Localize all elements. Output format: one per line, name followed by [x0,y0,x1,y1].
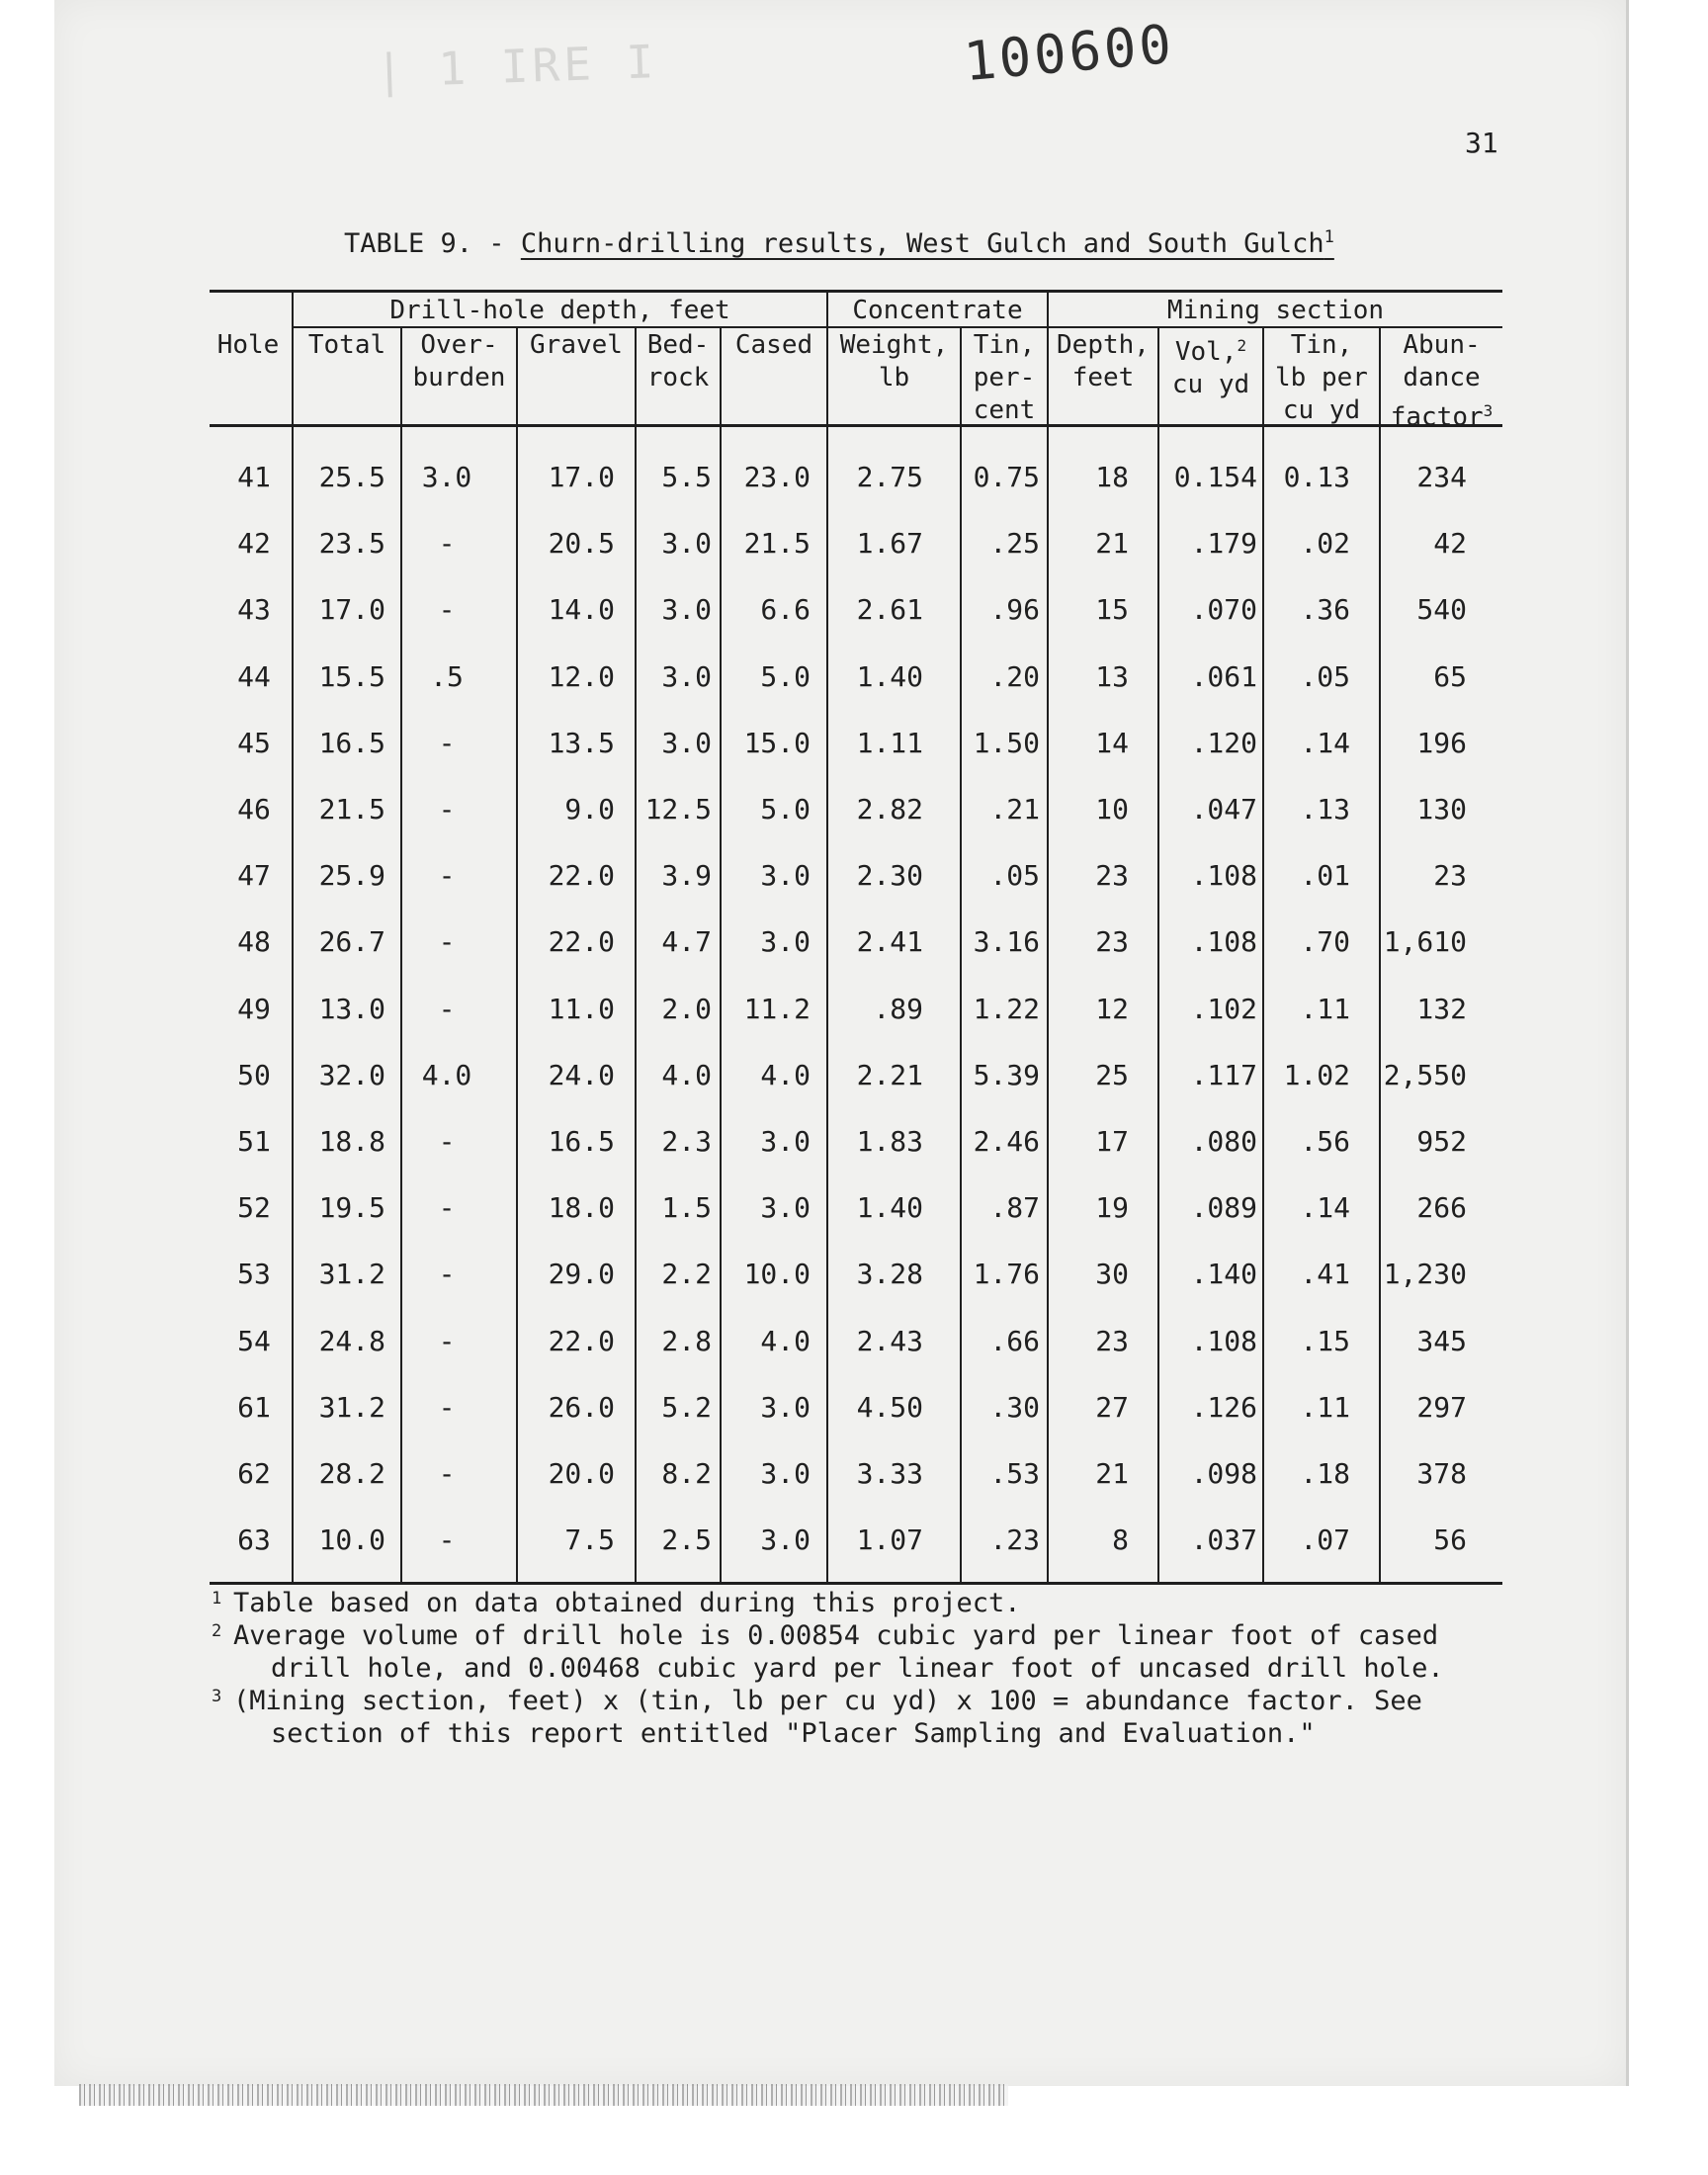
cell-weight: 1.83 [856,1125,923,1158]
cell-gravel: 14.0 [548,593,615,627]
cell-cased: 5.0 [760,659,811,693]
cell-hole: 53 [237,1258,271,1291]
table-row [210,1439,1502,1506]
cell-cased: 15.0 [743,726,811,759]
cell-overburden: - [438,1324,456,1357]
header-total: Total [307,330,386,360]
cell-cased: 3.0 [760,1523,811,1557]
cell-depth: 23 [1095,859,1129,893]
table-row [210,1506,1502,1572]
cell-overburden: - [438,1457,456,1490]
cell-vol: 0.154 [1173,461,1257,493]
cell-bedrock: 4.0 [661,1058,712,1091]
cell-tin-percent: 1.22 [973,992,1040,1025]
table-row [210,975,1502,1041]
cell-tin-percent: .05 [989,859,1040,893]
cell-depth: 13 [1095,659,1129,693]
page-number: 31 [1465,127,1498,159]
cell-tin-lb: 0.13 [1283,461,1350,493]
cell-weight: 1.07 [856,1523,923,1557]
cell-abundance: 297 [1416,1390,1467,1424]
cell-cased: 3.0 [760,925,811,959]
cell-vol: .108 [1190,859,1257,893]
cell-overburden: - [438,1390,456,1424]
cell-bedrock: 5.5 [661,461,712,493]
cell-total: 23.5 [318,527,385,561]
cell-tin-lb: .14 [1300,726,1350,759]
table-title-text: Churn-drilling results, West Gulch and South Gulch [520,228,1324,259]
cell-depth: 23 [1095,925,1129,959]
cell-depth: 21 [1095,527,1129,561]
header-bedrock: Bed- rock [646,330,710,392]
cell-bedrock: 3.0 [661,659,712,693]
cell-bedrock: 2.0 [661,992,712,1025]
cell-tin-percent: .23 [989,1523,1040,1557]
cell-hole: 44 [237,659,271,693]
cell-abundance: 65 [1433,659,1467,693]
cell-bedrock: 1.5 [661,1191,712,1225]
cell-bedrock: 3.9 [661,859,712,893]
cell-hole: 61 [237,1390,271,1424]
cell-abundance: 1,230 [1383,1258,1467,1291]
footnote-2 [212,1619,1496,1685]
table-bottom-rule [210,1582,1502,1585]
cell-gravel: 18.0 [548,1191,615,1225]
cell-gravel: 22.0 [548,1324,615,1357]
cell-gravel: 12.0 [548,659,615,693]
header-group-mining-section: Mining section [1166,296,1385,325]
cell-gravel: 29.0 [548,1258,615,1291]
cell-bedrock: 3.0 [661,527,712,561]
cell-weight: 1.40 [856,659,923,693]
cell-weight: .89 [873,992,923,1025]
cell-hole: 52 [237,1191,271,1225]
cell-overburden: - [438,1258,456,1291]
cell-bedrock: 8.2 [661,1457,712,1490]
table-row [210,1240,1502,1306]
cell-weight: 4.50 [856,1390,923,1424]
cell-hole: 63 [237,1523,271,1557]
cell-tin-lb: 1.02 [1283,1058,1350,1091]
header-depth-feet: Depth, feet [1057,330,1150,392]
cell-vol: .126 [1190,1390,1257,1424]
table-title-main [521,228,1334,259]
cell-bedrock: 2.8 [661,1324,712,1357]
cell-cased: 21.5 [743,527,811,561]
header-overburden: Over- burden [412,330,506,392]
cell-cased: 3.0 [760,1125,811,1158]
footnotes [212,1587,1496,1750]
cell-hole: 45 [237,726,271,759]
cell-total: 31.2 [318,1258,385,1291]
cell-bedrock: 2.2 [661,1258,712,1291]
cell-depth: 23 [1095,1324,1129,1357]
cell-abundance: 2,550 [1383,1058,1467,1091]
table-row [210,1307,1502,1373]
cell-depth: 25 [1095,1058,1129,1091]
footnote-1 [212,1587,1496,1619]
cell-tin-percent: .96 [989,593,1040,627]
cell-weight: 2.41 [856,925,923,959]
table-row [210,841,1502,908]
cell-bedrock: 2.3 [661,1125,712,1158]
cell-total: 26.7 [318,925,385,959]
cell-vol: .061 [1190,659,1257,693]
cell-weight: 2.61 [856,593,923,627]
cell-vol: .102 [1190,992,1257,1025]
footnote-mark: 2 [212,1621,222,1641]
table-row [210,643,1502,709]
scan-edge-strip [79,2084,1008,2106]
cell-depth: 19 [1095,1191,1129,1225]
cell-depth: 18 [1095,461,1129,493]
cell-hole: 47 [237,859,271,893]
cell-total: 18.8 [318,1125,385,1158]
cell-tin-lb: .41 [1300,1258,1350,1291]
cell-gravel: 26.0 [548,1390,615,1424]
table-row [210,509,1502,575]
header-tin-lb-per-cu-yd: Tin, lb per cu yd [1275,330,1368,425]
cell-tin-percent: .53 [989,1457,1040,1490]
header-hole: Hole [216,330,280,360]
cell-tin-lb: .36 [1300,593,1350,627]
cell-weight: 1.40 [856,1191,923,1225]
cell-total: 25.9 [318,859,385,893]
cell-cased: 10.0 [743,1258,811,1291]
table-row [210,1041,1502,1107]
cell-cased: 3.0 [760,1390,811,1424]
cell-tin-percent: 3.16 [973,925,1040,959]
cell-total: 24.8 [318,1324,385,1357]
cell-cased: 23.0 [743,461,811,493]
cell-tin-lb: .07 [1300,1523,1350,1557]
cell-tin-lb: .11 [1300,992,1350,1025]
cell-total: 10.0 [318,1523,385,1557]
cell-overburden: - [438,859,456,893]
cell-weight: 2.75 [856,461,923,493]
cell-total: 15.5 [318,659,385,693]
cell-tin-lb: .01 [1300,859,1350,893]
cell-vol: .120 [1190,726,1257,759]
cell-hole: 48 [237,925,271,959]
cell-hole: 51 [237,1125,271,1158]
table-row [210,1107,1502,1174]
cell-hole: 54 [237,1324,271,1357]
cell-abundance: 56 [1433,1523,1467,1557]
footnote-line: Average volume of drill hole is 0.00854 cubic yard per linear foot of cased [233,1620,1439,1651]
footnote-3 [212,1685,1496,1750]
cell-weight: 2.43 [856,1324,923,1357]
cell-weight: 2.82 [856,793,923,826]
cell-abundance: 132 [1416,992,1467,1025]
cell-vol: .108 [1190,925,1257,959]
table-top-rule [210,290,1502,293]
cell-depth: 10 [1095,793,1129,826]
cell-tin-lb: .18 [1300,1457,1350,1490]
cell-cased: 3.0 [760,1191,811,1225]
cell-cased: 5.0 [760,793,811,826]
cell-abundance: 23 [1433,859,1467,893]
header-weight-lb: Weight, lb [839,330,949,392]
cell-bedrock: 3.0 [661,593,712,627]
cell-depth: 14 [1095,726,1129,759]
cell-gravel: 7.5 [564,1523,615,1557]
header-abundance-footnote-mark: 3 [1483,401,1494,420]
cell-tin-percent: 0.75 [973,461,1040,493]
header-tin-percent: Tin, per- cent [973,330,1036,425]
header-group-concentrate: Concentrate [852,296,1023,325]
cell-total: 19.5 [318,1191,385,1225]
cell-tin-lb: .70 [1300,925,1350,959]
table-title-footnote-mark: 1 [1324,227,1334,247]
cell-bedrock: 3.0 [661,726,712,759]
footnote-line: Table based on data obtained during this project. [233,1588,1021,1618]
cell-vol: .098 [1190,1457,1257,1490]
cell-total: 28.2 [318,1457,385,1490]
cell-gravel: 20.0 [548,1457,615,1490]
table-row [210,709,1502,775]
cell-vol: .108 [1190,1324,1257,1357]
cell-vol: .179 [1190,527,1257,561]
cell-overburden: - [438,593,456,627]
cell-gravel: 16.5 [548,1125,615,1158]
cell-gravel: 20.5 [548,527,615,561]
cell-weight: 1.67 [856,527,923,561]
cell-vol: .140 [1190,1258,1257,1291]
faint-bleedthrough-mark: | 1 IRE I [375,35,659,98]
cell-weight: 1.11 [856,726,923,759]
cell-tin-percent: .30 [989,1390,1040,1424]
cell-overburden: - [438,925,456,959]
cell-hole: 42 [237,527,271,561]
cell-cased: 4.0 [760,1324,811,1357]
cell-tin-percent: 1.50 [973,726,1040,759]
cell-vol: .037 [1190,1523,1257,1557]
cell-overburden: 3.0 [421,461,472,493]
cell-tin-percent: .25 [989,527,1040,561]
cell-gravel: 11.0 [548,992,615,1025]
cell-gravel: 13.5 [548,726,615,759]
cell-abundance: 266 [1416,1191,1467,1225]
header-abundance-label: Abun- dance factor [1390,330,1484,432]
header-vol-cu-yd [1159,329,1262,401]
cell-tin-lb: .14 [1300,1191,1350,1225]
cell-overburden: - [438,793,456,826]
table-row [210,908,1502,974]
cell-tin-lb: .11 [1300,1390,1350,1424]
cell-tin-lb: .02 [1300,527,1350,561]
cell-vol: .117 [1190,1058,1257,1091]
cell-cased: 6.6 [760,593,811,627]
cell-gravel: 17.0 [548,461,615,493]
cell-depth: 21 [1095,1457,1129,1490]
table-row [210,575,1502,642]
cell-weight: 2.30 [856,859,923,893]
cell-abundance: 345 [1416,1324,1467,1357]
cell-bedrock: 5.2 [661,1390,712,1424]
cell-abundance: 42 [1433,527,1467,561]
table-row [210,1373,1502,1439]
cell-cased: 4.0 [760,1058,811,1091]
table-row [210,775,1502,841]
cell-total: 17.0 [318,593,385,627]
table-title [344,227,1334,259]
header-cased: Cased [734,330,813,360]
cell-vol: .070 [1190,593,1257,627]
cell-gravel: 22.0 [548,925,615,959]
cell-tin-lb: .56 [1300,1125,1350,1158]
cell-tin-lb: .15 [1300,1324,1350,1357]
header-vol-footnote-mark: 2 [1237,336,1247,355]
cell-abundance: 378 [1416,1457,1467,1490]
cell-gravel: 24.0 [548,1058,615,1091]
cell-overburden: 4.0 [421,1058,472,1091]
cell-vol: .089 [1190,1191,1257,1225]
cell-tin-percent: .21 [989,793,1040,826]
header-group-drill-hole-depth: Drill-hole depth, feet [389,296,730,325]
cell-total: 32.0 [318,1058,385,1091]
cell-depth: 8 [1112,1523,1129,1557]
cell-gravel: 22.0 [548,859,615,893]
cell-cased: 3.0 [760,859,811,893]
cell-abundance: 234 [1416,461,1467,493]
cell-bedrock: 2.5 [661,1523,712,1557]
cell-abundance: 952 [1416,1125,1467,1158]
cell-abundance: 130 [1416,793,1467,826]
cell-hole: 43 [237,593,271,627]
cell-tin-percent: 1.76 [973,1258,1040,1291]
cell-tin-percent: 2.46 [973,1125,1040,1158]
cell-total: 13.0 [318,992,385,1025]
footnote-mark: 1 [212,1589,222,1609]
cell-tin-lb: .13 [1300,793,1350,826]
cell-depth: 17 [1095,1125,1129,1158]
header-gravel: Gravel [530,330,623,360]
cell-abundance: 196 [1416,726,1467,759]
table-row [210,443,1502,509]
cell-overburden: - [438,992,456,1025]
footnote-line: drill hole, and 0.00468 cubic yard per linear foot of uncased drill hole. [271,1653,1444,1684]
cell-total: 25.5 [318,461,385,493]
cell-cased: 11.2 [743,992,811,1025]
cell-bedrock: 4.7 [661,925,712,959]
cell-overburden: - [438,1523,456,1557]
cell-depth: 27 [1095,1390,1129,1424]
table-title-prefix: TABLE 9. - [344,228,521,259]
cell-cased: 3.0 [760,1457,811,1490]
cell-depth: 12 [1095,992,1129,1025]
footnote-line: section of this report entitled "Placer Sampling and Evaluation." [271,1718,1316,1749]
table-row [210,1174,1502,1240]
header-abundance-factor [1381,329,1502,434]
cell-total: 31.2 [318,1390,385,1424]
cell-vol: .080 [1190,1125,1257,1158]
document-number-stamp: 100600 [961,12,1177,94]
cell-tin-percent: .66 [989,1324,1040,1357]
cell-vol: .047 [1190,793,1257,826]
cell-total: 16.5 [318,726,385,759]
cell-tin-percent: .87 [989,1191,1040,1225]
cell-hole: 49 [237,992,271,1025]
cell-overburden: - [438,527,456,561]
footnote-mark: 3 [212,1687,222,1706]
cell-tin-lb: .05 [1300,659,1350,693]
cell-overburden: - [438,1191,456,1225]
cell-total: 21.5 [318,793,385,826]
cell-weight: 2.21 [856,1058,923,1091]
cell-depth: 15 [1095,593,1129,627]
footnote-line: (Mining section, feet) x (tin, lb per cu yd) x 100 = abundance factor. See [233,1686,1422,1716]
cell-tin-percent: 5.39 [973,1058,1040,1091]
cell-overburden: - [438,1125,456,1158]
header-vol-unit: cu yd [1171,370,1250,399]
cell-hole: 50 [237,1058,271,1091]
cell-hole: 46 [237,793,271,826]
cell-depth: 30 [1095,1258,1129,1291]
cell-weight: 3.33 [856,1457,923,1490]
cell-tin-percent: .20 [989,659,1040,693]
cell-overburden: .5 [430,659,464,693]
cell-bedrock: 12.5 [644,793,712,826]
header-vol-label: Vol, [1174,337,1238,367]
cell-weight: 3.28 [856,1258,923,1291]
cell-gravel: 9.0 [564,793,615,826]
cell-overburden: - [438,726,456,759]
cell-hole: 41 [237,461,271,493]
cell-abundance: 540 [1416,593,1467,627]
cell-abundance: 1,610 [1383,925,1467,959]
cell-hole: 62 [237,1457,271,1490]
